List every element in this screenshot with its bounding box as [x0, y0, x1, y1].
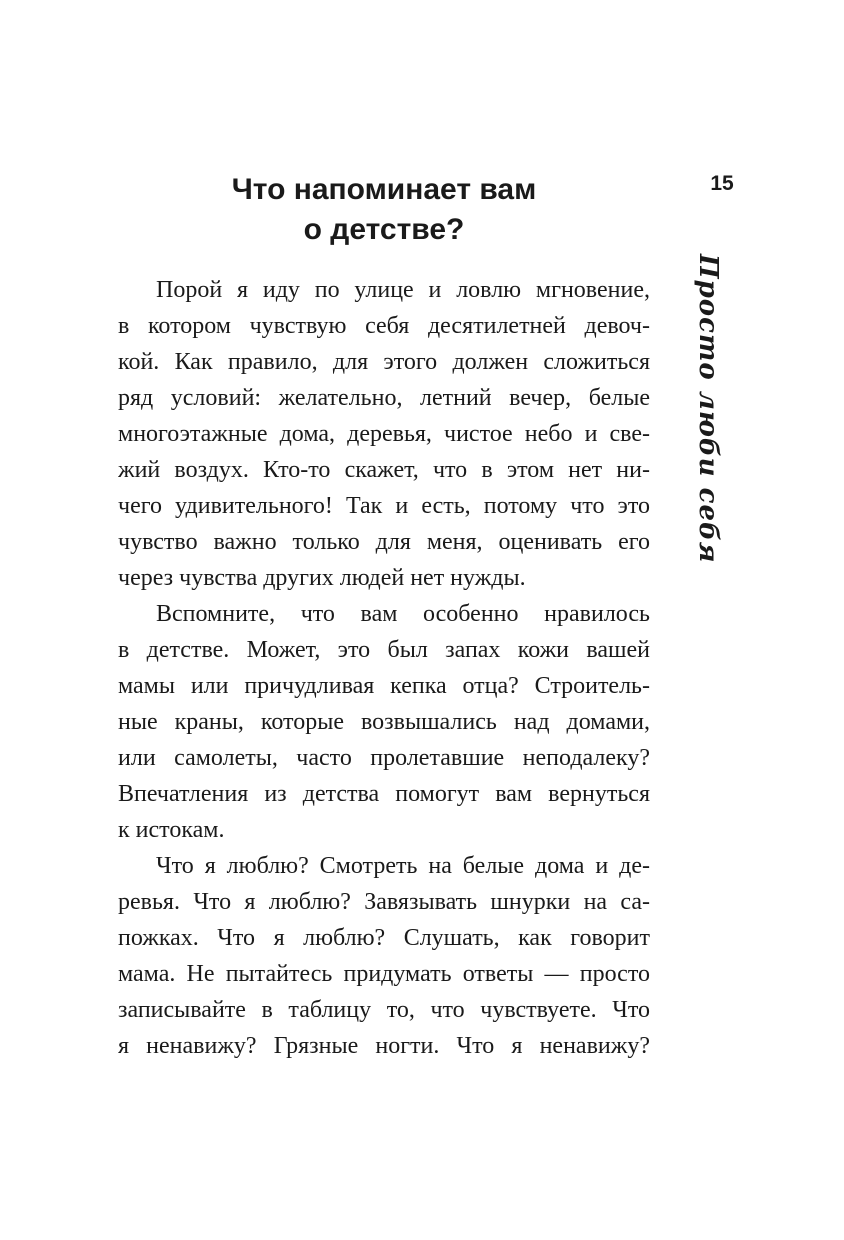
text-line: я ненавижу? Грязные ногти. Что я ненавижу? — [118, 1033, 650, 1059]
text-line: мамы или причудливая кепка отца? Строитель- — [118, 673, 650, 699]
text-line: или самолеты, часто пролетавшие неподалеку? — [118, 745, 650, 771]
text-line: в котором чувствую себя десятилетней девоч- — [118, 313, 650, 339]
chapter-title — [118, 170, 650, 250]
body-text — [118, 272, 650, 1064]
text-line: ные краны, которые возвышались над домами, — [118, 709, 650, 735]
text-line: Порой я иду по улице и ловлю мгновение, — [156, 277, 650, 303]
text-line: ряд условий: желательно, летний вечер, белые — [118, 385, 650, 411]
text-line: мама. Не пытайтесь придумать ответы — просто — [118, 961, 650, 987]
running-head: Просто люби себя — [693, 254, 723, 564]
text-line: в детстве. Может, это был запах кожи вашей — [118, 637, 650, 663]
text-line: к истокам. — [118, 817, 225, 843]
text-line: кой. Как правило, для этого должен сложиться — [118, 349, 650, 375]
chapter-title-line-1: Что напоминает вам — [231, 173, 537, 206]
text-line: чего удивительного! Так и есть, потому что это — [118, 493, 650, 519]
text-line: чувство важно только для меня, оценивать его — [118, 529, 650, 555]
text-line: записывайте в таблицу то, что чувствуете. Что — [118, 997, 650, 1023]
chapter-title-line-2: о детстве? — [303, 213, 465, 246]
text-line: Вспомните, что вам особенно нравилось — [156, 601, 650, 627]
paragraph-3 — [118, 848, 650, 1064]
paragraph-1 — [118, 272, 650, 596]
text-line: многоэтажные дома, деревья, чистое небо и све- — [118, 421, 650, 447]
text-line: через чувства других людей нет нужды. — [118, 565, 526, 591]
text-line: Что я люблю? Смотреть на белые дома и де- — [156, 853, 650, 879]
text-line: Впечатления из детства помогут вам вернуться — [118, 781, 650, 807]
text-line: ревья. Что я люблю? Завязывать шнурки на са- — [118, 889, 650, 915]
text-line: пожках. Что я люблю? Слушать, как говорит — [118, 925, 650, 951]
paragraph-2 — [118, 596, 650, 848]
text-line: жий воздух. Кто-то скажет, что в этом нет ни- — [118, 457, 650, 483]
page-number: 15 — [710, 172, 734, 195]
